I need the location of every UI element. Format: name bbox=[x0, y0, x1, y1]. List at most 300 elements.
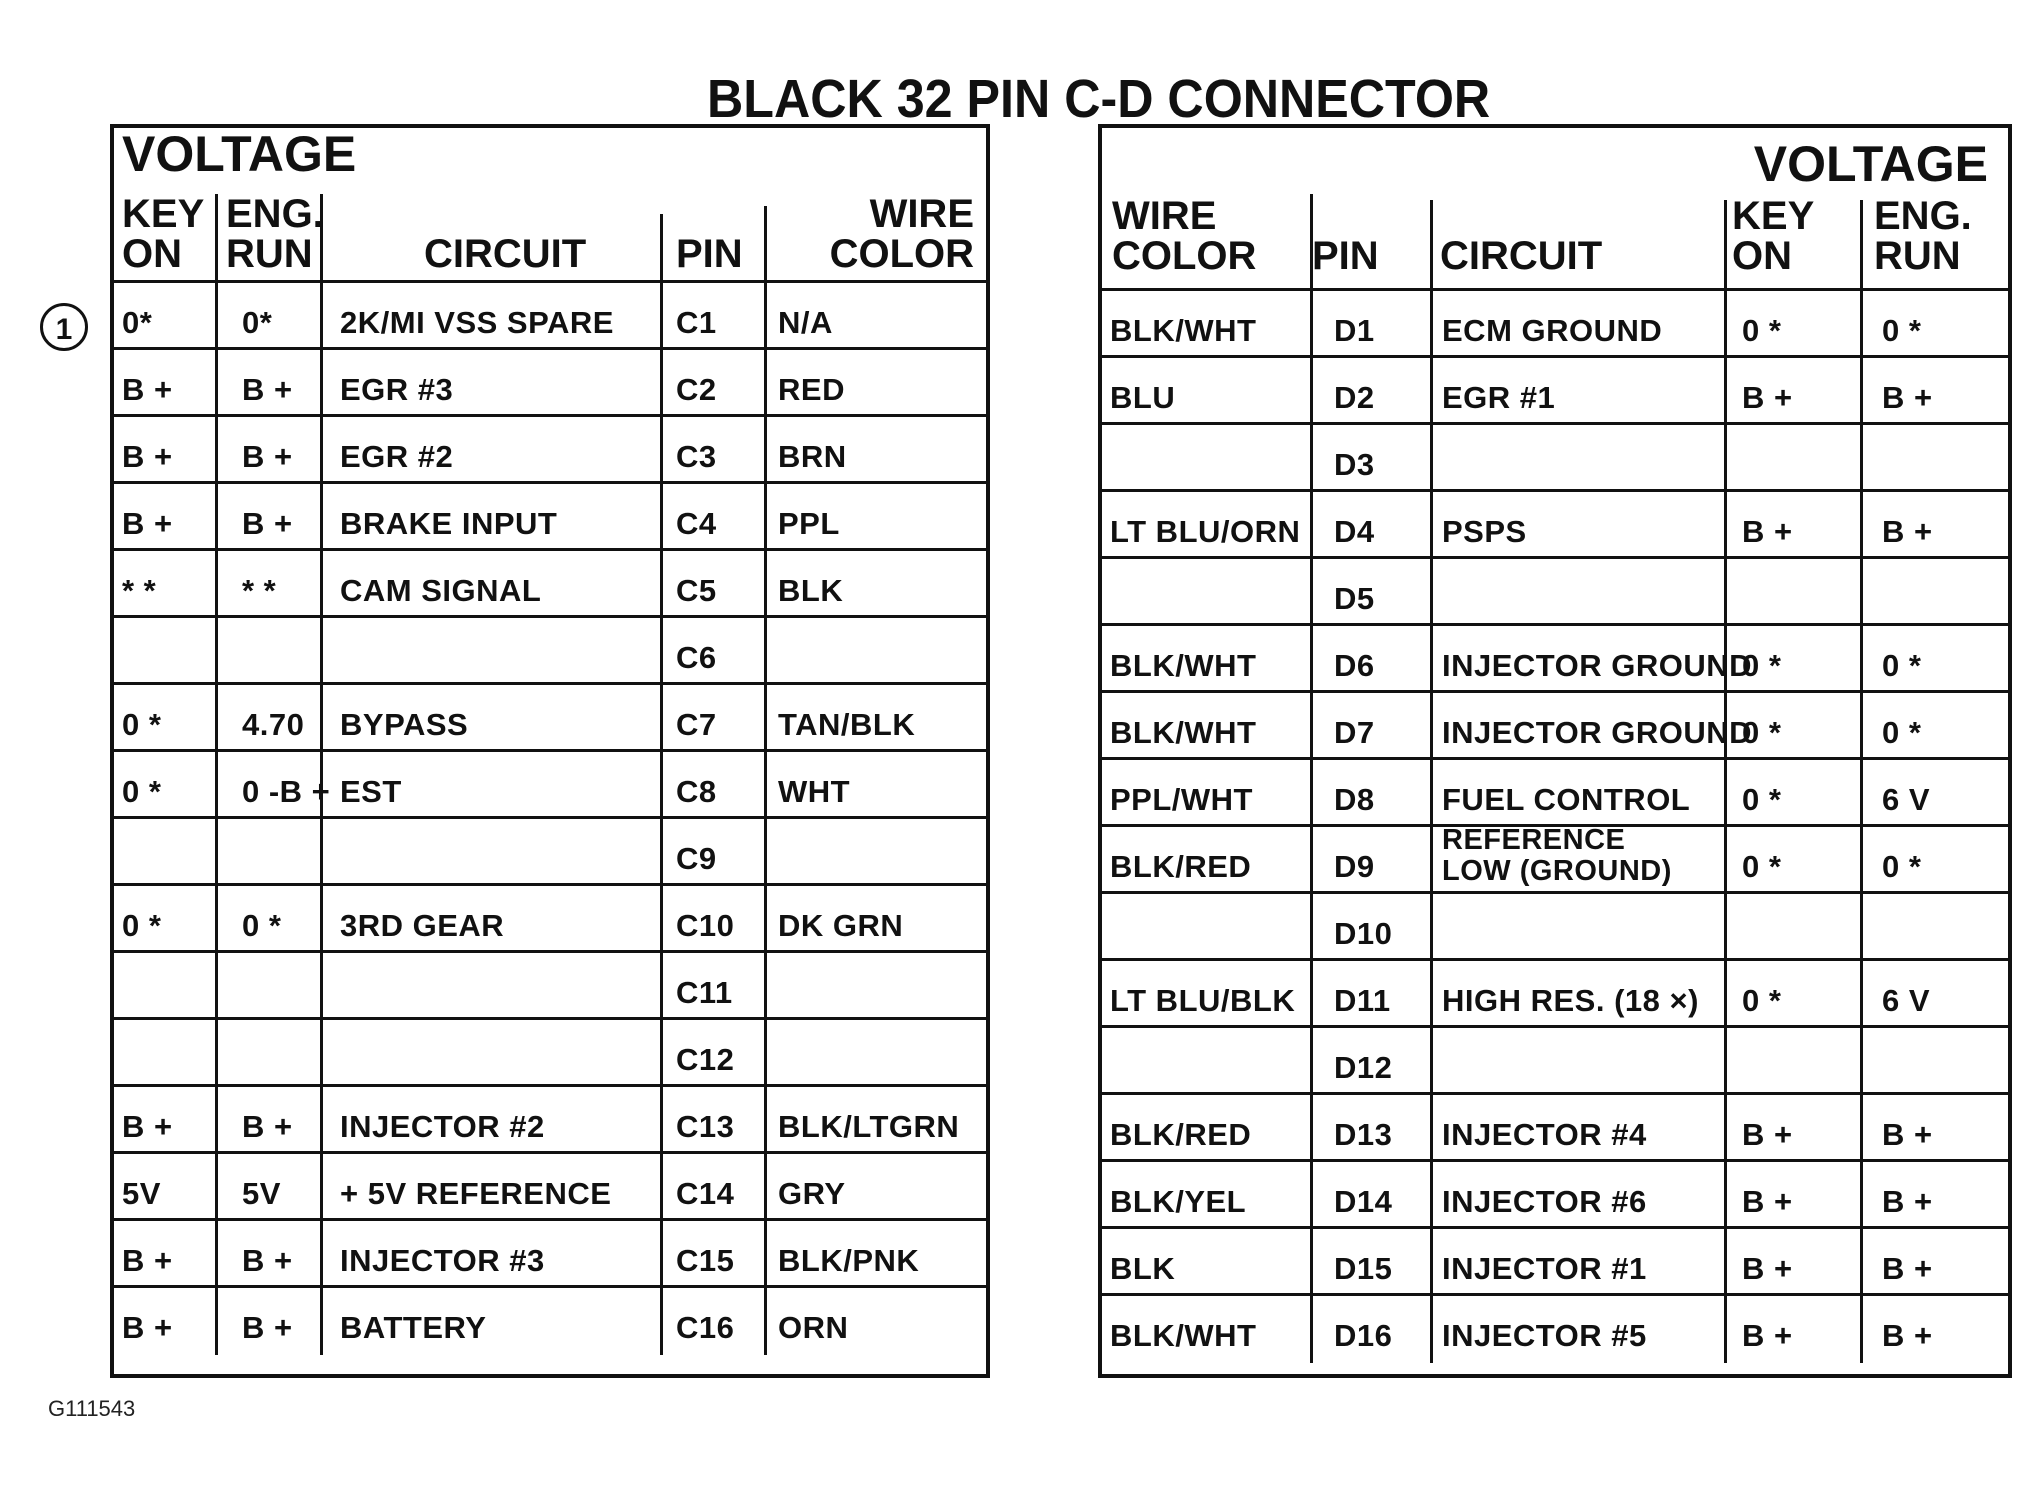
left-cell-eng-run: 0* bbox=[242, 305, 273, 340]
left-table-row bbox=[114, 615, 986, 682]
left-cell-wire: TAN/BLK bbox=[778, 707, 916, 742]
left-column-divider bbox=[764, 1087, 767, 1154]
left-column-divider bbox=[320, 1020, 323, 1087]
right-column-divider bbox=[1430, 760, 1433, 827]
right-column-divider bbox=[1430, 961, 1433, 1028]
left-column-divider bbox=[764, 685, 767, 752]
right-column-divider bbox=[1860, 358, 1863, 425]
left-column-divider bbox=[215, 1087, 218, 1154]
right-column-divider bbox=[1860, 1162, 1863, 1229]
right-column-divider bbox=[1430, 358, 1433, 425]
right-table-row bbox=[1102, 1293, 2008, 1360]
left-column-divider bbox=[215, 1288, 218, 1355]
right-cell-eng-run: B + bbox=[1882, 514, 1933, 549]
left-table-row bbox=[114, 347, 986, 414]
left-cell-pin: C10 bbox=[676, 908, 735, 943]
figure-id: G111543 bbox=[48, 1396, 136, 1421]
left-cell-pin: C3 bbox=[676, 439, 717, 474]
left-cell-key-on: B + bbox=[122, 372, 173, 407]
right-cell-pin: D2 bbox=[1334, 380, 1375, 415]
right-column-divider bbox=[1310, 492, 1313, 559]
right-cell-circuit: INJECTOR #1 bbox=[1442, 1251, 1647, 1286]
right-cell-circuit: INJECTOR GROUND bbox=[1442, 648, 1753, 683]
left-column-divider bbox=[764, 819, 767, 886]
right-column-divider bbox=[1310, 1296, 1313, 1363]
left-cell-wire: BLK/LTGRN bbox=[778, 1109, 960, 1144]
right-column-divider bbox=[1310, 760, 1313, 827]
right-cell-wire: BLK bbox=[1110, 1251, 1176, 1286]
left-column-divider bbox=[764, 1288, 767, 1355]
right-column-divider bbox=[1860, 559, 1863, 626]
right-column-divider bbox=[1724, 827, 1727, 894]
right-column-divider bbox=[1860, 425, 1863, 492]
left-cell-pin: C16 bbox=[676, 1310, 735, 1345]
right-column-divider bbox=[1724, 1162, 1727, 1229]
right-cell-key-on: 0 * bbox=[1742, 648, 1782, 683]
left-cell-circuit: INJECTOR #3 bbox=[340, 1243, 545, 1278]
left-cell-wire: N/A bbox=[778, 305, 833, 340]
right-cell-circuit: EGR #1 bbox=[1442, 380, 1556, 415]
right-header-divider bbox=[1860, 200, 1863, 288]
left-cell-circuit: EGR #3 bbox=[340, 372, 454, 407]
right-column-divider bbox=[1310, 1162, 1313, 1229]
left-cell-circuit: EGR #2 bbox=[340, 439, 454, 474]
left-cell-eng-run: B + bbox=[242, 1243, 293, 1278]
right-cell-key-on: 0 * bbox=[1742, 782, 1782, 817]
left-cell-circuit: BRAKE INPUT bbox=[340, 506, 558, 541]
right-cell-key-on: B + bbox=[1742, 1251, 1793, 1286]
right-column-divider bbox=[1430, 1229, 1433, 1296]
left-cell-pin: C13 bbox=[676, 1109, 735, 1144]
right-column-divider bbox=[1724, 1095, 1727, 1162]
right-column-divider bbox=[1310, 559, 1313, 626]
left-column-divider bbox=[660, 484, 663, 551]
left-column-divider bbox=[320, 417, 323, 484]
left-column-divider bbox=[660, 283, 663, 350]
right-table-row bbox=[1102, 1159, 2008, 1226]
left-cell-circuit: + 5V REFERENCE bbox=[340, 1176, 612, 1211]
right-table-row bbox=[1102, 690, 2008, 757]
left-cell-pin: C4 bbox=[676, 506, 717, 541]
left-cell-circuit: 2K/MI VSS SPARE bbox=[340, 305, 614, 340]
left-cell-pin: C15 bbox=[676, 1243, 735, 1278]
left-column-divider bbox=[320, 618, 323, 685]
left-table-row bbox=[114, 682, 986, 749]
left-cell-pin: C2 bbox=[676, 372, 717, 407]
left-column-divider bbox=[215, 618, 218, 685]
left-cell-key-on: B + bbox=[122, 439, 173, 474]
left-column-divider bbox=[320, 283, 323, 350]
left-column-divider bbox=[660, 953, 663, 1020]
left-column-divider bbox=[320, 752, 323, 819]
right-cell-wire: BLU bbox=[1110, 380, 1176, 415]
right-cell-eng-run: B + bbox=[1882, 1251, 1933, 1286]
right-cell-pin: D16 bbox=[1334, 1318, 1393, 1353]
right-column-divider bbox=[1724, 961, 1727, 1028]
left-cell-eng-run: B + bbox=[242, 1310, 293, 1345]
right-cell-wire: LT BLU/BLK bbox=[1110, 983, 1296, 1018]
left-eng-run-header: ENG. RUN bbox=[226, 192, 324, 276]
left-cell-eng-run: 0 * bbox=[242, 908, 282, 943]
right-cell-key-on: B + bbox=[1742, 1318, 1793, 1353]
right-column-divider bbox=[1860, 961, 1863, 1028]
left-table-row bbox=[114, 816, 986, 883]
right-column-divider bbox=[1724, 894, 1727, 961]
right-cell-key-on: B + bbox=[1742, 1184, 1793, 1219]
left-table-row bbox=[114, 548, 986, 615]
right-column-divider bbox=[1310, 961, 1313, 1028]
left-table-row bbox=[114, 749, 986, 816]
right-column-divider bbox=[1724, 1229, 1727, 1296]
left-column-divider bbox=[215, 551, 218, 618]
right-cell-eng-run: 0 * bbox=[1882, 849, 1922, 884]
right-cell-pin: D12 bbox=[1334, 1050, 1393, 1085]
left-column-divider bbox=[660, 618, 663, 685]
callout-marker: 1 bbox=[40, 303, 88, 351]
left-cell-pin: C8 bbox=[676, 774, 717, 809]
right-column-divider bbox=[1860, 1028, 1863, 1095]
left-column-divider bbox=[215, 819, 218, 886]
left-cell-circuit: BYPASS bbox=[340, 707, 469, 742]
right-cell-pin: D1 bbox=[1334, 313, 1375, 348]
right-column-divider bbox=[1310, 626, 1313, 693]
right-cell-circuit: HIGH RES. (18 ×) bbox=[1442, 983, 1699, 1018]
left-header-divider bbox=[764, 206, 767, 280]
left-column-divider bbox=[660, 1087, 663, 1154]
left-pin-header: PIN bbox=[676, 232, 743, 276]
right-cell-pin: D9 bbox=[1334, 849, 1375, 884]
right-column-divider bbox=[1860, 827, 1863, 894]
right-cell-circuit: REFERENCE LOW (GROUND) bbox=[1442, 824, 1672, 887]
right-column-divider bbox=[1310, 1028, 1313, 1095]
left-column-divider bbox=[660, 1288, 663, 1355]
right-voltage-header: VOLTAGE bbox=[1753, 136, 1988, 192]
left-cell-pin: C14 bbox=[676, 1176, 735, 1211]
c-connector-table bbox=[110, 124, 990, 1378]
left-cell-eng-run: 4.70 bbox=[242, 707, 305, 742]
left-column-divider bbox=[215, 953, 218, 1020]
left-cell-wire: DK GRN bbox=[778, 908, 904, 943]
right-cell-wire: BLK/RED bbox=[1110, 849, 1252, 884]
left-cell-key-on: 0 * bbox=[122, 774, 162, 809]
right-cell-key-on: 0 * bbox=[1742, 715, 1782, 750]
left-cell-circuit: INJECTOR #2 bbox=[340, 1109, 545, 1144]
left-cell-pin: C1 bbox=[676, 305, 717, 340]
left-cell-pin: C11 bbox=[676, 975, 733, 1010]
left-cell-eng-run: B + bbox=[242, 1109, 293, 1144]
right-cell-circuit: INJECTOR #5 bbox=[1442, 1318, 1647, 1353]
left-table-row bbox=[114, 950, 986, 1017]
right-column-divider bbox=[1430, 492, 1433, 559]
left-cell-wire: BLK bbox=[778, 573, 844, 608]
left-table-row bbox=[114, 1285, 986, 1352]
left-column-divider bbox=[215, 283, 218, 350]
left-cell-eng-run: B + bbox=[242, 506, 293, 541]
left-column-divider bbox=[660, 819, 663, 886]
left-column-divider bbox=[320, 551, 323, 618]
left-column-divider bbox=[320, 886, 323, 953]
right-cell-wire: BLK/WHT bbox=[1110, 313, 1257, 348]
page-title: BLACK 32 PIN C-D CONNECTOR bbox=[707, 69, 1491, 129]
left-table-row bbox=[114, 883, 986, 950]
right-column-divider bbox=[1310, 358, 1313, 425]
right-column-divider bbox=[1310, 693, 1313, 760]
left-header-divider bbox=[215, 194, 218, 280]
right-cell-eng-run: 0 * bbox=[1882, 648, 1922, 683]
right-column-divider bbox=[1724, 626, 1727, 693]
right-table-row bbox=[1102, 757, 2008, 824]
left-cell-key-on: B + bbox=[122, 1243, 173, 1278]
right-column-divider bbox=[1724, 693, 1727, 760]
left-cell-pin: C6 bbox=[676, 640, 717, 675]
right-column-divider bbox=[1430, 559, 1433, 626]
right-table-row bbox=[1102, 288, 2008, 355]
left-column-divider bbox=[660, 685, 663, 752]
left-cell-pin: C5 bbox=[676, 573, 717, 608]
right-cell-key-on: 0 * bbox=[1742, 983, 1782, 1018]
right-column-divider bbox=[1724, 760, 1727, 827]
right-table-row bbox=[1102, 891, 2008, 958]
left-cell-key-on: * * bbox=[122, 573, 157, 608]
left-cell-circuit: 3RD GEAR bbox=[340, 908, 505, 943]
left-column-divider bbox=[764, 1221, 767, 1288]
right-column-divider bbox=[1724, 492, 1727, 559]
left-column-divider bbox=[320, 819, 323, 886]
left-cell-circuit: BATTERY bbox=[340, 1310, 487, 1345]
right-column-divider bbox=[1430, 425, 1433, 492]
left-cell-key-on: 0* bbox=[122, 305, 153, 340]
left-column-divider bbox=[215, 752, 218, 819]
right-column-divider bbox=[1860, 492, 1863, 559]
right-column-divider bbox=[1310, 1095, 1313, 1162]
left-table-row bbox=[114, 1017, 986, 1084]
left-cell-pin: C12 bbox=[676, 1042, 735, 1077]
right-cell-key-on: B + bbox=[1742, 514, 1793, 549]
left-column-divider bbox=[320, 1288, 323, 1355]
left-column-divider bbox=[764, 417, 767, 484]
right-cell-eng-run: 0 * bbox=[1882, 313, 1922, 348]
right-cell-pin: D7 bbox=[1334, 715, 1375, 750]
left-column-divider bbox=[215, 1154, 218, 1221]
right-cell-key-on: B + bbox=[1742, 380, 1793, 415]
left-cell-wire: RED bbox=[778, 372, 845, 407]
left-cell-eng-run: 0 -B + bbox=[242, 774, 331, 809]
left-cell-wire: PPL bbox=[778, 506, 840, 541]
right-column-divider bbox=[1860, 626, 1863, 693]
d-connector-table bbox=[1098, 124, 2012, 1378]
left-column-divider bbox=[764, 1154, 767, 1221]
left-table-row bbox=[114, 1218, 986, 1285]
right-cell-pin: D14 bbox=[1334, 1184, 1393, 1219]
left-column-divider bbox=[215, 484, 218, 551]
right-column-divider bbox=[1430, 291, 1433, 358]
left-header-divider bbox=[660, 214, 663, 280]
left-column-divider bbox=[764, 484, 767, 551]
left-column-divider bbox=[764, 953, 767, 1020]
left-column-divider bbox=[320, 1221, 323, 1288]
left-column-divider bbox=[660, 886, 663, 953]
left-cell-eng-run: B + bbox=[242, 372, 293, 407]
right-column-divider bbox=[1860, 1229, 1863, 1296]
right-header-divider bbox=[1310, 194, 1313, 288]
left-column-divider bbox=[660, 417, 663, 484]
left-cell-eng-run: * * bbox=[242, 573, 277, 608]
left-column-divider bbox=[660, 1020, 663, 1087]
left-column-divider bbox=[215, 886, 218, 953]
right-cell-wire: LT BLU/ORN bbox=[1110, 514, 1301, 549]
left-column-divider bbox=[764, 886, 767, 953]
right-column-divider bbox=[1310, 1229, 1313, 1296]
left-voltage-header: VOLTAGE bbox=[122, 126, 357, 182]
right-column-divider bbox=[1724, 425, 1727, 492]
right-table-row bbox=[1102, 623, 2008, 690]
right-column-divider bbox=[1430, 827, 1433, 894]
right-cell-circuit: ECM GROUND bbox=[1442, 313, 1663, 348]
right-cell-wire: BLK/RED bbox=[1110, 1117, 1252, 1152]
right-table-row bbox=[1102, 1025, 2008, 1092]
left-column-divider bbox=[320, 953, 323, 1020]
left-column-divider bbox=[320, 1087, 323, 1154]
left-column-divider bbox=[320, 685, 323, 752]
left-column-divider bbox=[320, 484, 323, 551]
left-cell-wire: BRN bbox=[778, 439, 847, 474]
right-header-divider bbox=[1430, 200, 1433, 288]
right-column-divider bbox=[1724, 1028, 1727, 1095]
right-cell-wire: BLK/WHT bbox=[1110, 1318, 1257, 1353]
left-cell-pin: C7 bbox=[676, 707, 717, 742]
left-table-row bbox=[114, 414, 986, 481]
right-cell-eng-run: 6 V bbox=[1882, 983, 1931, 1018]
right-cell-eng-run: B + bbox=[1882, 1318, 1933, 1353]
left-cell-key-on: 0 * bbox=[122, 908, 162, 943]
right-column-divider bbox=[1430, 693, 1433, 760]
left-column-divider bbox=[215, 685, 218, 752]
left-column-divider bbox=[660, 752, 663, 819]
right-table-row bbox=[1102, 958, 2008, 1025]
left-cell-wire: ORN bbox=[778, 1310, 849, 1345]
right-cell-pin: D10 bbox=[1334, 916, 1393, 951]
right-cell-pin: D15 bbox=[1334, 1251, 1393, 1286]
left-table-row bbox=[114, 280, 986, 347]
left-column-divider bbox=[320, 350, 323, 417]
right-column-divider bbox=[1430, 1162, 1433, 1229]
left-column-divider bbox=[215, 417, 218, 484]
left-column-divider bbox=[764, 551, 767, 618]
right-column-divider bbox=[1310, 827, 1313, 894]
right-table-row bbox=[1102, 355, 2008, 422]
right-cell-circuit: INJECTOR GROUND bbox=[1442, 715, 1753, 750]
right-table-row bbox=[1102, 489, 2008, 556]
right-cell-pin: D5 bbox=[1334, 581, 1375, 616]
right-key-on-header: KEY ON bbox=[1732, 194, 1815, 278]
left-column-divider bbox=[764, 283, 767, 350]
left-cell-key-on: B + bbox=[122, 506, 173, 541]
left-column-divider bbox=[660, 350, 663, 417]
left-cell-circuit: EST bbox=[340, 774, 402, 809]
right-cell-circuit: INJECTOR #6 bbox=[1442, 1184, 1647, 1219]
right-table-row bbox=[1102, 1226, 2008, 1293]
right-column-divider bbox=[1724, 358, 1727, 425]
left-cell-circuit: CAM SIGNAL bbox=[340, 573, 542, 608]
right-column-divider bbox=[1430, 626, 1433, 693]
right-cell-eng-run: B + bbox=[1882, 1184, 1933, 1219]
left-circuit-header: CIRCUIT bbox=[424, 232, 587, 276]
left-cell-key-on: 0 * bbox=[122, 707, 162, 742]
left-column-divider bbox=[764, 1020, 767, 1087]
left-cell-eng-run: B + bbox=[242, 439, 293, 474]
right-cell-key-on: 0 * bbox=[1742, 849, 1782, 884]
left-column-divider bbox=[215, 1020, 218, 1087]
right-table-row bbox=[1102, 1092, 2008, 1159]
left-key-on-header: KEY ON bbox=[122, 192, 205, 276]
left-column-divider bbox=[215, 350, 218, 417]
right-eng-run-header: ENG. RUN bbox=[1874, 194, 1972, 278]
right-cell-key-on: 0 * bbox=[1742, 313, 1782, 348]
left-column-divider bbox=[660, 1221, 663, 1288]
left-wire-color-header: WIRE COLOR bbox=[829, 192, 974, 276]
right-cell-pin: D8 bbox=[1334, 782, 1375, 817]
right-column-divider bbox=[1860, 760, 1863, 827]
right-cell-key-on: B + bbox=[1742, 1117, 1793, 1152]
left-column-divider bbox=[764, 618, 767, 685]
right-column-divider bbox=[1430, 1028, 1433, 1095]
right-column-divider bbox=[1860, 693, 1863, 760]
right-cell-circuit: INJECTOR #4 bbox=[1442, 1117, 1647, 1152]
left-table-row bbox=[114, 1084, 986, 1151]
right-cell-pin: D11 bbox=[1334, 983, 1391, 1018]
left-cell-pin: C9 bbox=[676, 841, 717, 876]
right-cell-pin: D4 bbox=[1334, 514, 1375, 549]
right-cell-eng-run: 6 V bbox=[1882, 782, 1931, 817]
right-cell-pin: D13 bbox=[1334, 1117, 1393, 1152]
right-column-divider bbox=[1724, 291, 1727, 358]
left-cell-wire: WHT bbox=[778, 774, 851, 809]
right-cell-pin: D6 bbox=[1334, 648, 1375, 683]
left-cell-wire: GRY bbox=[778, 1176, 846, 1211]
right-cell-pin: D3 bbox=[1334, 447, 1375, 482]
right-table-row bbox=[1102, 556, 2008, 623]
right-column-divider bbox=[1860, 1095, 1863, 1162]
left-cell-key-on: B + bbox=[122, 1109, 173, 1144]
right-cell-eng-run: B + bbox=[1882, 380, 1933, 415]
left-header-divider bbox=[320, 194, 323, 280]
left-column-divider bbox=[764, 350, 767, 417]
right-column-divider bbox=[1860, 894, 1863, 961]
right-cell-eng-run: 0 * bbox=[1882, 715, 1922, 750]
left-column-divider bbox=[660, 551, 663, 618]
right-circuit-header: CIRCUIT bbox=[1440, 234, 1603, 278]
right-column-divider bbox=[1430, 1095, 1433, 1162]
right-cell-wire: PPL/WHT bbox=[1110, 782, 1253, 817]
left-cell-key-on: 5V bbox=[122, 1176, 161, 1211]
right-cell-wire: BLK/WHT bbox=[1110, 715, 1257, 750]
right-column-divider bbox=[1860, 291, 1863, 358]
left-cell-wire: BLK/PNK bbox=[778, 1243, 920, 1278]
left-table-row bbox=[114, 481, 986, 548]
left-table-row bbox=[114, 1151, 986, 1218]
right-cell-wire: BLK/WHT bbox=[1110, 648, 1257, 683]
right-column-divider bbox=[1310, 894, 1313, 961]
right-cell-wire: BLK/YEL bbox=[1110, 1184, 1247, 1219]
right-cell-eng-run: B + bbox=[1882, 1117, 1933, 1152]
right-column-divider bbox=[1860, 1296, 1863, 1363]
right-column-divider bbox=[1310, 425, 1313, 492]
right-column-divider bbox=[1310, 291, 1313, 358]
left-column-divider bbox=[764, 752, 767, 819]
left-column-divider bbox=[660, 1154, 663, 1221]
left-column-divider bbox=[320, 1154, 323, 1221]
right-column-divider bbox=[1724, 559, 1727, 626]
